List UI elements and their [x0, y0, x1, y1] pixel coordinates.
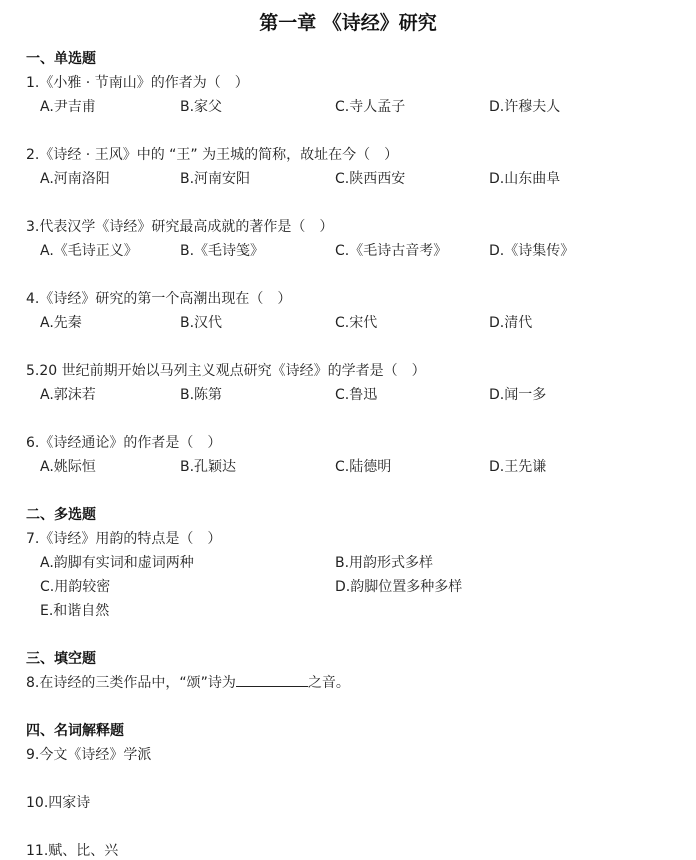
question-5: 5.20 世纪前期开始以马列主义观点研究《诗经》的学者是（ ） — [26, 363, 426, 379]
question-8-suffix: 之音。 — [307, 675, 350, 691]
option-4b: B.汉代 — [180, 315, 223, 331]
option-1b: B.家父 — [180, 99, 223, 115]
option-6c: C.陆德明 — [335, 459, 392, 475]
options-7-row-1 — [40, 552, 680, 572]
option-6a: A.姚际恒 — [40, 459, 96, 475]
option-3d: D.《诗集传》 — [489, 243, 575, 259]
options-3 — [40, 240, 680, 260]
question-6: 6.《诗经通论》的作者是（ ） — [26, 435, 222, 451]
option-2d: D.山东曲阜 — [489, 171, 561, 187]
question-10: 10.四家诗 — [26, 795, 91, 811]
section-heading-fill: 三、填空题 — [26, 651, 96, 667]
question-7: 7.《诗经》用韵的特点是（ ） — [26, 531, 222, 547]
option-1c: C.寺人孟子 — [335, 99, 406, 115]
question-8 — [26, 672, 350, 692]
option-5c: C.鲁迅 — [335, 387, 378, 403]
option-3a: A.《毛诗正义》 — [40, 243, 138, 259]
option-4d: D.清代 — [489, 315, 533, 331]
option-4a: A.先秦 — [40, 315, 82, 331]
question-9: 9.今文《诗经》学派 — [26, 747, 152, 763]
option-7d: D.韵脚位置多种多样 — [335, 579, 463, 595]
options-5 — [40, 384, 680, 404]
option-7a: A.韵脚有实词和虚词两种 — [40, 555, 194, 571]
option-5a: A.郭沫若 — [40, 387, 96, 403]
option-4c: C.宋代 — [335, 315, 378, 331]
options-7-row-3 — [40, 600, 680, 620]
page-title: 第一章 《诗经》研究 — [259, 12, 437, 34]
option-1d: D.许穆夫人 — [489, 99, 561, 115]
question-1: 1.《小雅 · 节南山》的作者为（ ） — [26, 75, 249, 91]
option-5d: D.闻一多 — [489, 387, 547, 403]
question-4: 4.《诗经》研究的第一个高潮出现在（ ） — [26, 291, 292, 307]
question-8-prefix: 8.在诗经的三类作品中，“颂”诗为 — [26, 675, 236, 691]
options-4 — [40, 312, 680, 332]
question-11: 11.赋、比、兴 — [26, 843, 119, 859]
options-6 — [40, 456, 680, 476]
options-1 — [40, 96, 680, 116]
question-3: 3.代表汉学《诗经》研究最高成就的著作是（ ） — [26, 219, 334, 235]
option-7b: B.用韵形式多样 — [335, 555, 434, 571]
question-2: 2.《诗经 · 王风》中的 “王” 为王城的简称，故址在今（ ） — [26, 147, 399, 163]
option-2c: C.陕西西安 — [335, 171, 406, 187]
option-3c: C.《毛诗古音考》 — [335, 243, 448, 259]
option-7c: C.用韵较密 — [40, 579, 111, 595]
option-3b: B.《毛诗笺》 — [180, 243, 265, 259]
option-2a: A.河南洛阳 — [40, 171, 110, 187]
option-6d: D.王先谦 — [489, 459, 547, 475]
section-heading-terms: 四、名词解释题 — [26, 723, 124, 739]
option-6b: B.孔颖达 — [180, 459, 237, 475]
option-1a: A.尹吉甫 — [40, 99, 96, 115]
option-5b: B.陈第 — [180, 387, 223, 403]
section-heading-multiple: 二、多选题 — [26, 507, 96, 523]
option-2b: B.河南安阳 — [180, 171, 251, 187]
option-7e: E.和谐自然 — [40, 603, 110, 619]
section-heading-single: 一、单选题 — [26, 51, 96, 67]
options-7-row-2 — [40, 576, 680, 596]
options-2 — [40, 168, 680, 188]
answer-blank — [236, 672, 308, 687]
